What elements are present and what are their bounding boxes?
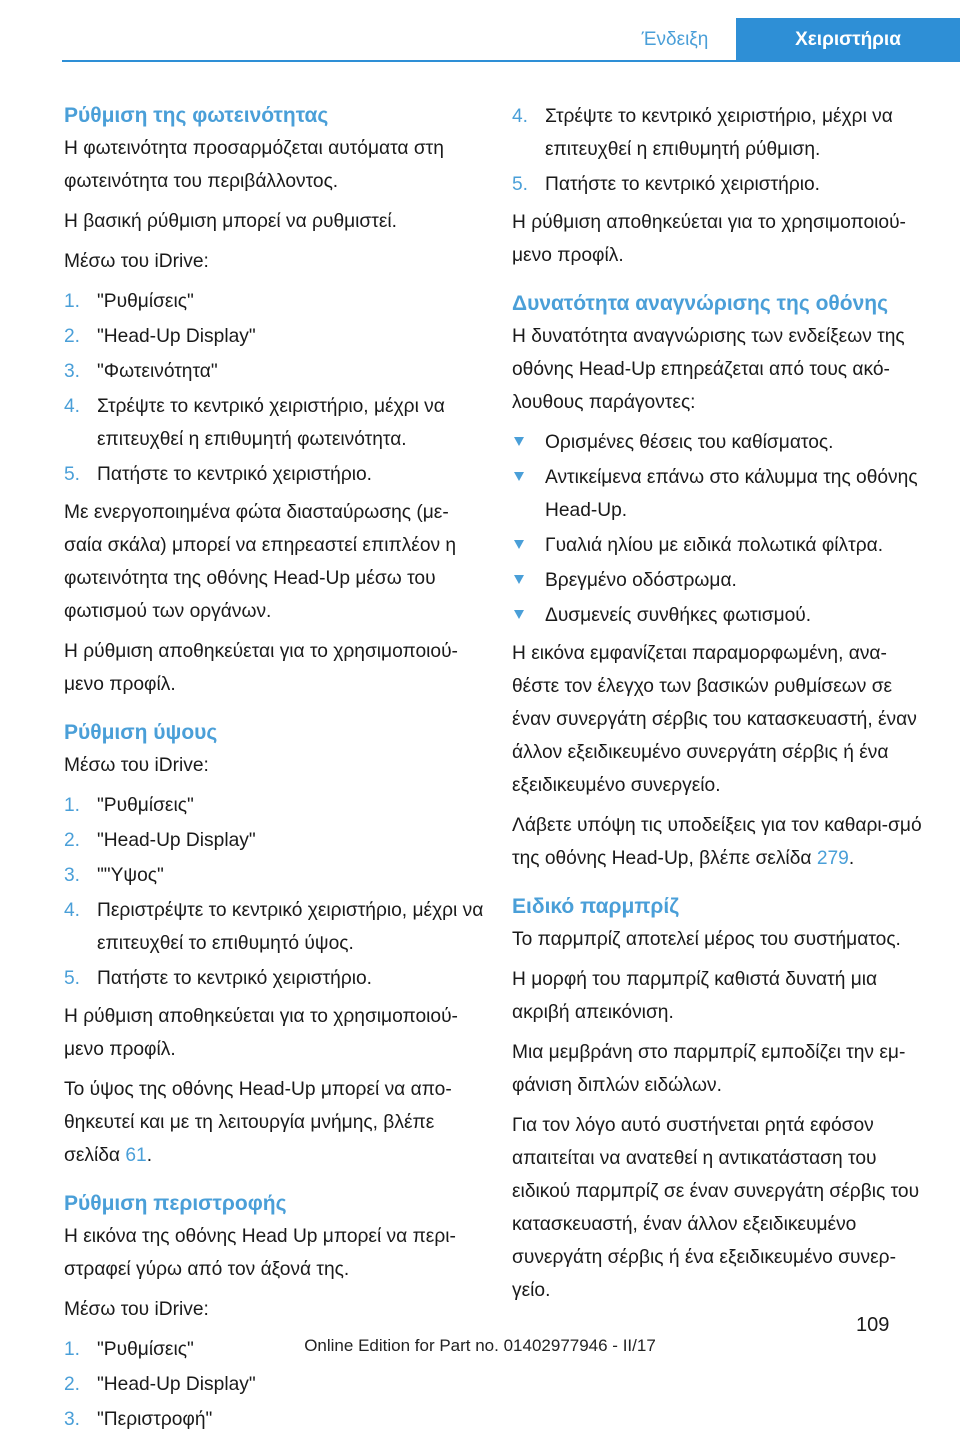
step-number: 1.: [64, 795, 81, 816]
paragraph: Η ρύθμιση αποθηκεύεται για το χρησιμοποιού‐μενο προφίλ.: [64, 641, 458, 695]
step-text: Στρέψτε το κεντρικό χειριστήριο, μέχρι να επιτευχθεί η επιθυμητή φωτεινότητα.: [97, 396, 445, 450]
step-text: "Φωτεινότητα": [97, 361, 218, 382]
paragraph: [64, 1073, 484, 1172]
paragraph: Με ενεργοποιημένα φώτα διασταύρωσης (με‐σαία σκάλα) μπορεί να επηρεαστεί επιπλέον η φωτεινότητα της οθόνης Head-Up μέσω του φωτισμού των οργάνων.: [64, 502, 457, 622]
step-number: 4.: [64, 900, 81, 921]
bullet-text: Αντικείμενα επάνω στο κάλυμμα της οθόνης Head-Up.: [545, 467, 918, 521]
bullet-text: Ορισμένες θέσεις του καθίσματος.: [545, 432, 834, 453]
step-text: Πατήστε το κεντρικό χειριστήριο.: [545, 174, 821, 195]
step-number: 5.: [512, 174, 529, 195]
step-text: "Head-Up Display": [97, 830, 256, 851]
triangle-bullet-icon: [514, 610, 524, 619]
triangle-bullet-icon: [514, 437, 524, 446]
bullet-list: [512, 426, 932, 632]
paragraph: Η μορφή του παρμπρίζ καθιστά δυνατή μια ακριβή απεικόνιση.: [512, 969, 878, 1023]
step-text: ""Υψος": [97, 865, 164, 886]
section-title-readability: Δυνατότητα αναγνώρισης της οθόνης: [512, 292, 889, 315]
step-text: Πατήστε το κεντρικό χειριστήριο.: [97, 464, 373, 485]
step-number: 5.: [64, 968, 81, 989]
step-text: "Head-Up Display": [97, 1374, 256, 1395]
step-text: "Ρυθμίσεις": [97, 1339, 194, 1360]
list-item: [64, 1403, 484, 1436]
paragraph: Η ρύθμιση αποθηκεύεται για το χρησιμοποιού‐μενο προφίλ.: [512, 212, 906, 266]
step-text: "Περιστροφή": [97, 1409, 213, 1430]
paragraph: Η βασική ρύθμιση μπορεί να ρυθμιστεί.: [64, 211, 397, 232]
paragraph: Η φωτεινότητα προσαρμόζεται αυτόματα στη φωτεινότητα του περιβάλλοντος.: [64, 138, 444, 192]
list-item: [64, 859, 484, 892]
list-item: [64, 285, 484, 318]
left-column: [64, 100, 484, 1441]
list-item: [64, 1368, 484, 1401]
paragraph-text: .: [848, 848, 855, 869]
list-item: [64, 962, 484, 995]
paragraph: Μέσω του iDrive:: [64, 1299, 209, 1320]
step-number: 4.: [512, 106, 529, 127]
section-title-rotation: Ρύθμιση περιστροφής: [64, 1192, 287, 1215]
section-title-height: Ρύθμιση ύψους: [64, 721, 218, 744]
paragraph: [512, 809, 932, 875]
page-number: 109: [856, 1314, 890, 1336]
paragraph-text: Το ύψος της οθόνης Head-Up μπορεί να απο‐θηκευτεί και με τη λειτουργία μνήμης, βλέπε σελίδα: [64, 1079, 452, 1166]
step-number: 4.: [64, 396, 81, 417]
paragraph-text: Λάβετε υπόψη τις υποδείξεις για τον καθαρι‐σμό της οθόνης Head-Up, βλέπε σελίδα: [512, 815, 922, 869]
page-header: [0, 18, 960, 62]
footer-edition: Online Edition for Part no. 01402977946 - II/17: [304, 1336, 656, 1355]
paragraph: Η ρύθμιση αποθηκεύεται για το χρησιμοποιού‐μενο προφίλ.: [64, 1006, 458, 1060]
step-text: "Ρυθμίσεις": [97, 795, 194, 816]
step-number: 5.: [64, 464, 81, 485]
step-number: 2.: [64, 326, 81, 347]
step-number: 2.: [64, 830, 81, 851]
bullet-text: Δυσμενείς συνθήκες φωτισμού.: [545, 605, 812, 626]
list-item: [512, 100, 932, 166]
step-number: 2.: [64, 1374, 81, 1395]
list-item: [64, 390, 484, 456]
step-text: Στρέψτε το κεντρικό χειριστήριο, μέχρι να επιτευχθεί η επιθυμητή ρύθμιση.: [545, 106, 893, 160]
step-text: Πατήστε το κεντρικό χειριστήριο.: [97, 968, 373, 989]
list-item: [512, 564, 932, 597]
step-number: 3.: [64, 1409, 81, 1430]
step-text: Περιστρέψτε το κεντρικό χειριστήριο, μέχρι να επιτευχθεί το επιθυμητό ύψος.: [97, 900, 484, 954]
list-item: [512, 168, 932, 201]
section-title-brightness: Ρύθμιση της φωτεινότητας: [64, 104, 329, 127]
step-number: 1.: [64, 1339, 81, 1360]
list-item: [64, 355, 484, 388]
list-item: [64, 894, 484, 960]
steps-list: [64, 285, 484, 491]
paragraph-text: .: [146, 1145, 153, 1166]
paragraph: Μια μεμβράνη στο παρμπρίζ εμποδίζει την εμ‐φάνιση διπλών ειδώλων.: [512, 1042, 906, 1096]
steps-list: [512, 100, 932, 201]
step-number: 1.: [64, 291, 81, 312]
step-number: 3.: [64, 865, 81, 886]
paragraph: Μέσω του iDrive:: [64, 251, 209, 272]
bullet-text: Βρεγμένο οδόστρωμα.: [545, 570, 737, 591]
page-reference-link[interactable]: 61: [125, 1145, 147, 1166]
paragraph: Η εικόνα εμφανίζεται παραμορφωμένη, ανα‐θέστε τον έλεγχο των βασικών ρυθμίσεων σε έναν συνεργάτη σέρβις του κατασκευαστή, έναν άλλον εξειδικευμένο συνεργάτη σέρβις ή ένα εξειδικευμένο συνεργείο.: [512, 643, 917, 796]
step-text: "Head-Up Display": [97, 326, 256, 347]
list-item: [512, 599, 932, 632]
triangle-bullet-icon: [514, 472, 524, 481]
step-number: 3.: [64, 361, 81, 382]
paragraph: Το παρμπρίζ αποτελεί μέρος του συστήματος.: [512, 929, 901, 950]
paragraph: Η εικόνα της οθόνης Head Up μπορεί να περι‐στραφεί γύρω από τον άξονά της.: [64, 1226, 456, 1280]
list-item: [64, 320, 484, 353]
bullet-text: Γυαλιά ηλίου με ειδικά πολωτικά φίλτρα.: [545, 535, 884, 556]
paragraph: Η δυνατότητα αναγνώρισης των ενδείξεων της οθόνης Head-Up επηρεάζεται από τους ακό‐λουθους παράγοντες:: [512, 326, 905, 413]
list-item: [512, 529, 932, 562]
list-item: [64, 458, 484, 491]
paragraph: Για τον λόγο αυτό συστήνεται ρητά εφόσον απαιτείται να ανατεθεί η αντικατάσταση του ειδικού παρμπρίζ σε έναν συνεργάτη σέρβις του κατασκευαστή, έναν άλλον εξειδικευμένο συνεργάτη σέρβις ή ένα εξειδικευμένο συνερ‐γείο.: [512, 1115, 920, 1301]
list-item: [512, 461, 932, 527]
header-tab-controls[interactable]: Χειριστήρια: [736, 18, 960, 62]
triangle-bullet-icon: [514, 575, 524, 584]
right-column: [512, 100, 932, 1314]
paragraph: Μέσω του iDrive:: [64, 755, 209, 776]
header-divider: [62, 60, 960, 62]
list-item: [64, 789, 484, 822]
step-text: "Ρυθμίσεις": [97, 291, 194, 312]
section-title-windshield: Ειδικό παρμπρίζ: [512, 895, 679, 918]
steps-list: [64, 789, 484, 995]
page-reference-link[interactable]: 279: [816, 848, 849, 869]
triangle-bullet-icon: [514, 540, 524, 549]
header-tab-index[interactable]: Ένδειξη: [641, 29, 709, 50]
list-item: [512, 426, 932, 459]
list-item: [64, 824, 484, 857]
